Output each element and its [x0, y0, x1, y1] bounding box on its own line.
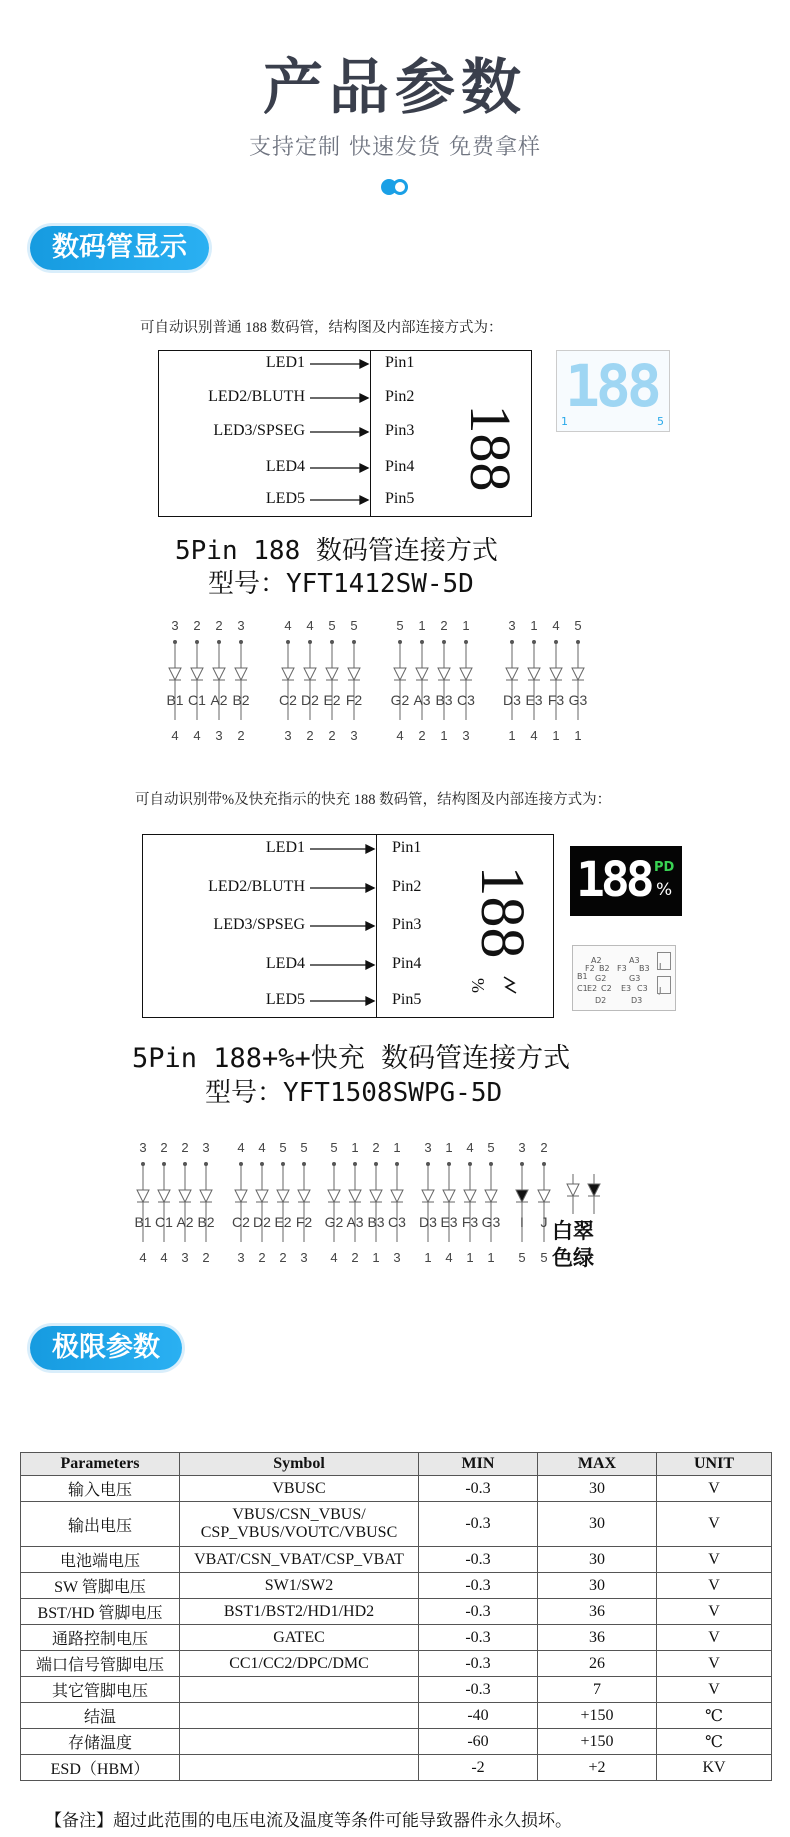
legend-line-1: 白翠 [552, 1219, 594, 1243]
segment-top-pin: 3 [202, 1140, 210, 1155]
segment-bottom-pin: 2 [237, 728, 245, 743]
table-cell: 36 [538, 1625, 657, 1651]
segment-bottom-pin: 4 [171, 728, 179, 743]
table-cell: 存储温度 [21, 1729, 180, 1755]
table-cell: +150 [538, 1703, 657, 1729]
limits-table [20, 1452, 772, 1781]
segment-top-pin: 2 [181, 1140, 189, 1155]
segment-top-pin: 2 [372, 1140, 380, 1155]
segment-bottom-pin: 2 [328, 728, 336, 743]
segment-name: F3 [461, 1214, 479, 1230]
diagram1-pin5: Pin5 [385, 490, 415, 507]
segment-top-pin: 1 [393, 1140, 401, 1155]
segment-name: D3 [419, 1214, 437, 1230]
diagram2-caption: 可自动识别带%及快充指示的快充 188 数码管，结构图及内部连接方式为： [135, 792, 612, 808]
diagram1-led1: LED1 [265, 354, 305, 371]
segment-bottom-pin: 1 [552, 728, 560, 743]
segment-bottom-pin: 4 [445, 1250, 453, 1265]
lightning-icon [500, 975, 520, 995]
segment-name: C2 [232, 1214, 250, 1230]
table-row [21, 1755, 772, 1781]
diagram2-led2: LED2/BLUTH [208, 878, 305, 895]
segment-map-label: B1 [577, 972, 588, 981]
table-cell: -0.3 [419, 1476, 538, 1502]
segment-name: C1 [188, 692, 206, 708]
segment-top-pin: 5 [396, 618, 404, 633]
segment-name: I [520, 1214, 524, 1230]
table-row [21, 1677, 772, 1703]
segment-top-pin: 3 [139, 1140, 147, 1155]
diagram2-percent-mark: % [468, 978, 488, 993]
segment-top-pin: 2 [193, 618, 201, 633]
table-cell: -0.3 [419, 1573, 538, 1599]
table-cell: V [657, 1547, 772, 1573]
segment-bottom-pin: 2 [306, 728, 314, 743]
segment-map-label: G3 [629, 974, 641, 983]
segment-bottom-pin: 4 [160, 1250, 168, 1265]
segment-top-pin: 5 [330, 1140, 338, 1155]
table-cell: -0.3 [419, 1547, 538, 1573]
segment-map-label: E3 [621, 984, 632, 993]
table-cell: -60 [419, 1729, 538, 1755]
segment-bottom-pin: 2 [202, 1250, 210, 1265]
segment-bottom-pin: 4 [396, 728, 404, 743]
segment-top-pin: 2 [215, 618, 223, 633]
table-cell: V [657, 1677, 772, 1703]
segment-name: G3 [481, 1214, 501, 1230]
segment-name: G3 [568, 692, 588, 708]
table-cell: V [657, 1599, 772, 1625]
segment-map-label: B2 [599, 964, 610, 973]
table-row [21, 1651, 772, 1677]
segment-map-label: C1 [577, 984, 588, 993]
segment-map-label: I [659, 962, 662, 971]
segment-bottom-pin: 2 [279, 1250, 287, 1265]
table-cell: ℃ [657, 1703, 772, 1729]
table-cell: +150 [538, 1729, 657, 1755]
diagram2-model: 型号：YFT1508SWPG-5D [205, 1078, 503, 1108]
segment-name: G2 [390, 692, 410, 708]
segment-name: A3 [346, 1214, 364, 1230]
table-cell: V [657, 1476, 772, 1502]
color-legend-diodes [0, 1134, 790, 1274]
segment-name: D3 [503, 692, 521, 708]
diagram2-pin5: Pin5 [392, 991, 422, 1008]
segment-bottom-pin: 3 [284, 728, 292, 743]
diagram1-caption: 可自动识别普通 188 数码管，结构图及内部连接方式为： [140, 320, 503, 336]
page-title: 产品参数 [263, 53, 527, 123]
segment-bottom-pin: 3 [215, 728, 223, 743]
segment-name: B1 [166, 692, 184, 708]
segment-name: B3 [435, 692, 453, 708]
segment-bottom-pin: 3 [237, 1250, 245, 1265]
segment-map-label: J [659, 986, 662, 995]
diagram2-led3: LED3/SPSEG [213, 916, 305, 933]
segment-map-label: A2 [591, 956, 602, 965]
col-header-unit: UNIT [657, 1453, 772, 1476]
segment-bottom-pin: 1 [424, 1250, 432, 1265]
segment-name: A2 [176, 1214, 194, 1230]
col-header-min: MIN [419, 1453, 538, 1476]
segment-map-label: F2 [585, 964, 595, 973]
segment-map-label: C2 [601, 984, 612, 993]
segment-bottom-pin: 2 [351, 1250, 359, 1265]
segment-map-label: D2 [595, 996, 607, 1005]
section-banner-display: 数码管显示 [30, 226, 209, 270]
diagram1-model: 型号：YFT1412SW-5D [208, 569, 474, 599]
segment-name: G2 [324, 1214, 344, 1230]
segment-bottom-pin: 5 [518, 1250, 526, 1265]
segment-name: J [540, 1214, 548, 1230]
segment-name: B2 [232, 692, 250, 708]
diagram2-led1: LED1 [265, 839, 305, 856]
segment-bottom-pin: 1 [372, 1250, 380, 1265]
table-cell: KV [657, 1755, 772, 1781]
diagram1-led2: LED2/BLUTH [208, 388, 305, 405]
table-cell: -0.3 [419, 1625, 538, 1651]
table-row [21, 1703, 772, 1729]
segment-name: A3 [413, 692, 431, 708]
segment-name: F2 [295, 1214, 313, 1230]
segment-bottom-pin: 3 [350, 728, 358, 743]
segment-name: E3 [525, 692, 543, 708]
diagram1-pin2: Pin2 [385, 388, 415, 405]
table-row [21, 1625, 772, 1651]
segment-top-pin: 1 [351, 1140, 359, 1155]
segment-top-pin: 4 [284, 618, 292, 633]
diagram2-legend [552, 1218, 594, 1272]
table-cell: 端口信号管脚电压 [21, 1651, 180, 1677]
table-cell: ESD（HBM） [21, 1755, 180, 1781]
segment-name: E2 [274, 1214, 292, 1230]
segment-name: B1 [134, 1214, 152, 1230]
diagram1-led4: LED4 [265, 458, 305, 475]
segment-name: C2 [279, 692, 297, 708]
diagram2-pin1: Pin1 [392, 839, 422, 856]
table-cell: -0.3 [419, 1599, 538, 1625]
table-cell [180, 1677, 419, 1703]
segment-top-pin: 2 [440, 618, 448, 633]
segment-top-pin: 5 [574, 618, 582, 633]
segment-name: D2 [301, 692, 319, 708]
segment-bottom-pin: 4 [530, 728, 538, 743]
table-cell: SW 管脚电压 [21, 1573, 180, 1599]
segment-name: E3 [440, 1214, 458, 1230]
table-cell [180, 1729, 419, 1755]
segment-map-label: B3 [639, 964, 650, 973]
table-cell: V [657, 1502, 772, 1547]
segment-top-pin: 4 [258, 1140, 266, 1155]
table-row [21, 1599, 772, 1625]
table-row [21, 1547, 772, 1573]
segment-map-label: D3 [631, 996, 643, 1005]
segment-top-pin: 4 [306, 618, 314, 633]
segment-name: A2 [210, 692, 228, 708]
diagram1-title: 5Pin 188 数码管连接方式 [175, 536, 498, 566]
table-cell: VBUS/CSN_VBUS/ CSP_VBUS/VOUTC/VBUSC [180, 1502, 419, 1547]
segment-top-pin: 2 [160, 1140, 168, 1155]
segment-bottom-pin: 5 [540, 1250, 548, 1265]
table-header-row [21, 1453, 772, 1476]
segment-bottom-pin: 3 [393, 1250, 401, 1265]
table-cell: SW1/SW2 [180, 1573, 419, 1599]
table-cell: -0.3 [419, 1651, 538, 1677]
segment-map-box [657, 976, 671, 994]
segment-top-pin: 2 [540, 1140, 548, 1155]
segment-top-pin: 5 [279, 1140, 287, 1155]
segment-map-box [657, 952, 671, 970]
table-note: 【备注】超过此范围的电压电流及温度等条件可能导致器件永久损坏。 [45, 1811, 572, 1830]
segment-top-pin: 5 [350, 618, 358, 633]
col-header-symbol: Symbol [180, 1453, 419, 1476]
segment-top-pin: 3 [518, 1140, 526, 1155]
segment-bottom-pin: 1 [487, 1250, 495, 1265]
table-cell: GATEC [180, 1625, 419, 1651]
table-cell: BST/HD 管脚电压 [21, 1599, 180, 1625]
table-row [21, 1476, 772, 1502]
segment-map-label: C3 [637, 984, 648, 993]
legend-line-2: 色绿 [552, 1246, 594, 1270]
pd-indicator: PD [654, 860, 675, 875]
segment-top-pin: 3 [508, 618, 516, 633]
diagram2-digits: 188 [468, 865, 536, 959]
segment-top-pin: 3 [171, 618, 179, 633]
segment-name: C3 [457, 692, 475, 708]
table-cell: 30 [538, 1573, 657, 1599]
segment-top-pin: 1 [530, 618, 538, 633]
segment-name: B2 [197, 1214, 215, 1230]
table-cell: V [657, 1573, 772, 1599]
segment-bottom-pin: 4 [193, 728, 201, 743]
diagram1-led3: LED3/SPSEG [213, 422, 305, 439]
table-cell: 30 [538, 1547, 657, 1573]
table-cell: 输入电压 [21, 1476, 180, 1502]
segment-bottom-pin: 1 [574, 728, 582, 743]
table-cell: -0.3 [419, 1502, 538, 1547]
segment-bottom-pin: 1 [466, 1250, 474, 1265]
segment-name: B3 [367, 1214, 385, 1230]
table-cell: BST1/BST2/HD1/HD2 [180, 1599, 419, 1625]
segment-name: E2 [323, 692, 341, 708]
col-header-parameters: Parameters [21, 1453, 180, 1476]
segment-map-label: E2 [587, 984, 598, 993]
diagram2-pin4: Pin4 [392, 955, 422, 972]
segment-bottom-pin: 2 [258, 1250, 266, 1265]
segment-top-pin: 1 [418, 618, 426, 633]
diagram2-pin2: Pin2 [392, 878, 422, 895]
table-cell: 电池端电压 [21, 1547, 180, 1573]
table-row [21, 1729, 772, 1755]
segment-top-pin: 5 [487, 1140, 495, 1155]
table-cell: VBAT/CSN_VBAT/CSP_VBAT [180, 1547, 419, 1573]
table-cell: 26 [538, 1651, 657, 1677]
segment-map-label: F3 [617, 964, 627, 973]
segment-top-pin: 4 [466, 1140, 474, 1155]
table-cell: -2 [419, 1755, 538, 1781]
segment-name: F2 [345, 692, 363, 708]
diagram1-pin4: Pin4 [385, 458, 415, 475]
diagram2-segment-chart [0, 1134, 790, 1274]
col-header-max: MAX [538, 1453, 657, 1476]
section-banner-limits: 极限参数 [30, 1326, 182, 1370]
table-cell: -0.3 [419, 1677, 538, 1703]
table-cell: V [657, 1651, 772, 1677]
segment-top-pin: 4 [237, 1140, 245, 1155]
segment-top-pin: 5 [300, 1140, 308, 1155]
table-row [21, 1502, 772, 1547]
table-row [21, 1573, 772, 1599]
segment-map-label: A3 [629, 956, 640, 965]
segment-map-label: G2 [595, 974, 607, 983]
table-cell: 30 [538, 1476, 657, 1502]
table-cell [180, 1703, 419, 1729]
diagram2-title: 5Pin 188+%+快充 数码管连接方式 [132, 1043, 571, 1074]
table-cell: 36 [538, 1599, 657, 1625]
segment-top-pin: 1 [445, 1140, 453, 1155]
table-cell: 30 [538, 1502, 657, 1547]
diagram1-thumb-digits: 188 [565, 352, 658, 420]
segment-bottom-pin: 3 [181, 1250, 189, 1265]
page-subtitle: 支持定制 快速发货 免费拿样 [249, 135, 541, 160]
segment-top-pin: 4 [552, 618, 560, 633]
diagram1-pin3: Pin3 [385, 422, 415, 439]
segment-bottom-pin: 3 [300, 1250, 308, 1265]
table-cell: 通路控制电压 [21, 1625, 180, 1651]
diagram1-digits: 188 [458, 404, 523, 492]
table-cell: 7 [538, 1677, 657, 1703]
segment-name: C1 [155, 1214, 173, 1230]
diagram2-thumb-digits: 188 [576, 852, 651, 908]
segment-top-pin: 3 [237, 618, 245, 633]
percent-indicator: % [656, 880, 673, 900]
segment-name: F3 [547, 692, 565, 708]
table-cell: +2 [538, 1755, 657, 1781]
diagram2-led-thumbnail [570, 846, 682, 916]
table-cell [180, 1755, 419, 1781]
segment-bottom-pin: 3 [462, 728, 470, 743]
diagram2-led4: LED4 [265, 955, 305, 972]
diagram1-pin1: Pin1 [385, 354, 415, 371]
table-cell: ℃ [657, 1729, 772, 1755]
diagram1-thumb-pin-last: 5 [657, 415, 664, 428]
segment-name: C3 [388, 1214, 406, 1230]
diagram2-led5: LED5 [265, 991, 305, 1008]
segment-bottom-pin: 1 [440, 728, 448, 743]
segment-bottom-pin: 4 [330, 1250, 338, 1265]
segment-top-pin: 1 [462, 618, 470, 633]
table-cell: 输出电压 [21, 1502, 180, 1547]
diagram1-thumb-pin-first: 1 [561, 415, 568, 428]
table-cell: 其它管脚电压 [21, 1677, 180, 1703]
diagram2-segment-map [572, 945, 676, 1011]
segment-top-pin: 5 [328, 618, 336, 633]
table-cell: CC1/CC2/DPC/DMC [180, 1651, 419, 1677]
table-cell: 结温 [21, 1703, 180, 1729]
segment-top-pin: 3 [424, 1140, 432, 1155]
segment-bottom-pin: 1 [508, 728, 516, 743]
table-cell: V [657, 1625, 772, 1651]
segment-bottom-pin: 2 [418, 728, 426, 743]
diagram2-pin3: Pin3 [392, 916, 422, 933]
segment-name: D2 [253, 1214, 271, 1230]
table-cell: VBUSC [180, 1476, 419, 1502]
diagram1-led5: LED5 [265, 490, 305, 507]
segment-bottom-pin: 4 [139, 1250, 147, 1265]
table-cell: -40 [419, 1703, 538, 1729]
